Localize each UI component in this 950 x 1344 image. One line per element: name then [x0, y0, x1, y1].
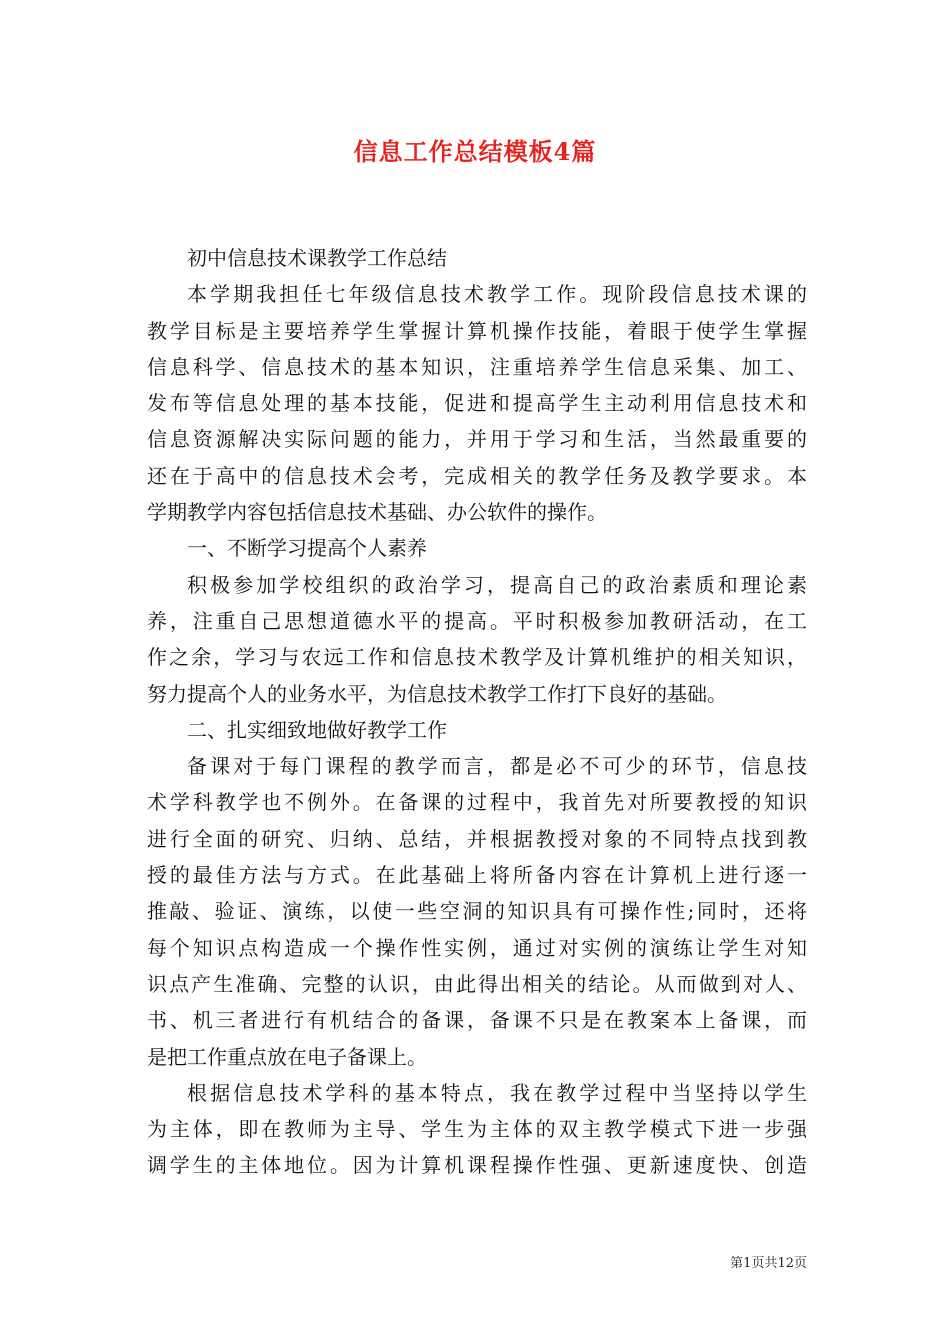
- body-line: 每个知识点构造成一个操作性实例，通过对实例的演练让学生对知: [147, 935, 807, 960]
- body-line: 教学目标是主要培养学生掌握计算机操作技能，着眼于使学生掌握: [147, 318, 807, 343]
- body-line: 努力提高个人的业务水平，为信息技术教学工作打下良好的基础。: [147, 681, 727, 706]
- body-line: 养，注重自己思想道德水平的提高。平时积极参加教研活动，在工: [147, 608, 807, 633]
- body-line: 作之余，学习与农远工作和信息技术教学及计算机维护的相关知识，: [147, 645, 807, 670]
- body-line: 进行全面的研究、归纳、总结，并根据教授对象的不同特点找到教: [147, 826, 807, 851]
- body-line: 二、扎实细致地做好教学工作: [187, 717, 447, 742]
- body-line: 还在于高中的信息技术会考，完成相关的教学任务及教学要求。本: [147, 463, 807, 488]
- body-line: 一、不断学习提高个人素养: [187, 536, 427, 561]
- body-line: 调学生的主体地位。因为计算机课程操作性强、更新速度快、创造: [147, 1153, 807, 1178]
- body-line: 发布等信息处理的基本技能，促进和提高学生主动利用信息技术和: [147, 391, 807, 416]
- body-line: 识点产生准确、完整的认识，由此得出相关的结论。从而做到对人、: [147, 971, 807, 996]
- body-line: 信息科学、信息技术的基本知识，注重培养学生信息采集、加工、: [147, 354, 807, 379]
- page-number: 第1页共12页: [730, 1256, 807, 1271]
- body-line: 初中信息技术课教学工作总结: [187, 246, 447, 270]
- body-line: 是把工作重点放在电子备课上。: [147, 1044, 427, 1069]
- document-body: [147, 240, 807, 1184]
- body-line: 推敲、验证、演练，以使一些空洞的知识具有可操作性;同时，还将: [147, 899, 807, 924]
- body-line: 备课对于每门课程的教学而言，都是必不可少的环节，信息技: [187, 754, 807, 779]
- body-line: 为主体，即在教师为主导、学生为主体的双主教学模式下进一步强: [147, 1117, 807, 1142]
- body-line: 根据信息技术学科的基本特点，我在教学过程中当坚持以学生: [187, 1080, 807, 1105]
- body-line: 授的最佳方法与方式。在此基础上将所备内容在计算机上进行逐一: [147, 863, 807, 888]
- body-line: 信息资源解决实际问题的能力，并用于学习和生活，当然最重要的: [147, 427, 807, 452]
- body-line: 积极参加学校组织的政治学习，提高自己的政治素质和理论素: [187, 572, 807, 597]
- body-line: 本学期我担任七年级信息技术教学工作。现阶段信息技术课的: [187, 282, 807, 307]
- body-line: 术学科教学也不例外。在备课的过程中，我首先对所要教授的知识: [147, 790, 807, 815]
- body-line: 书、机三者进行有机结合的备课，备课不只是在教案本上备课，而: [147, 1008, 807, 1033]
- page-title: 信息工作总结模板4篇: [353, 137, 597, 166]
- body-line: 学期教学内容包括信息技术基础、办公软件的操作。: [147, 500, 607, 525]
